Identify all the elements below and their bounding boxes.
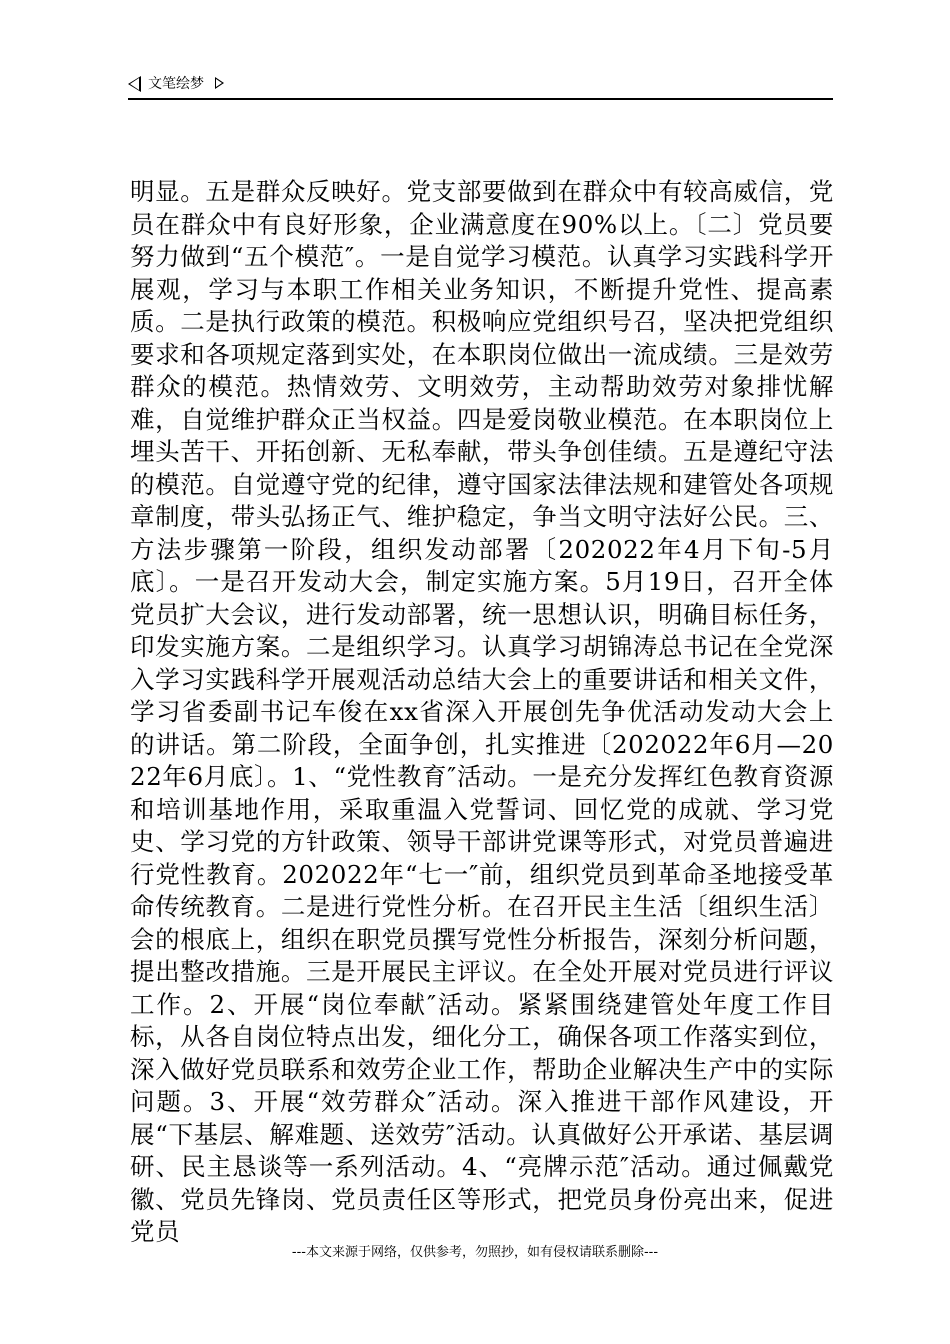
footer-disclaimer: ---本文来源于网络，仅供参考，勿照抄，如有侵权请联系删除--- <box>291 1245 659 1260</box>
body-paragraph: 明显。五是群众反映好。党支部要做到在群众中有较高威信，党员在群众中有良好形象，企业满意度在90%以上。〔二〕党员要努力做到“五个模范″。一是自觉学习模范。认真学习实践科学开展观，学习与本职工作相关业务知识，不断提升党性、提高素质。二是执行政策的模范。积极响应党组织号召，坚决把党组织要求和各项规定落到实处，在本职岗位做出一流成绩。三是效劳群众的模范。热情效劳、文明效劳，主动帮助效劳对象排忧解难，自觉维护群众正当权益。四是爱岗敬业模范。在本职岗位上埋头苦干、开拓创新、无私奉献，带头争创佳绩。五是遵纪守法的模范。自觉遵守党的纪律，遵守国家法律法规和建管处各项规章制度，带头弘扬正气、维护稳定，争当文明守法好公民。三、方法步骤第一阶段，组织发动部署〔202022年4月下旬-5月底〕。一是召开发动大会，制定实施方案。5月19日，召开全体党员扩大会议，进行发动部署，统一思想认识，明确目标任务，印发实施方案。二是组织学习。认真学习胡锦涛总书记在全党深入学习实践科学开展观活动总结大会上的重要讲话和相关文件，学习省委副书记车俊在xx省深入开展创先争优活动发动大会上的讲话。第二阶段，全面争创，扎实推进〔202022年6月—2022年6月底〕。1、“党性教育″活动。一是充分发挥红色教育资源和培训基地作用，采取重温入党誓词、回忆党的成就、学习党史、学习党的方针政策、领导干部讲党课等形式，对党员普遍进行党性教育。202022年“七一″前，组织党员到革命圣地接受革命传统教育。二是进行党性分析。在召开民主生活〔组织生活〕会的根底上，组织在职党员撰写党性分析报告，深刻分析问题，提出整改措施。三是开展民主评议。在全处开展对党员进行评议工作。2、开展“岗位奉献″活动。紧紧围绕建管处年度工作目标，从各自岗位特点出发，细化分工，确保各项工作落实到位，深入做好党员联系和效劳企业工作，帮助企业解决生产中的实际问题。3、开展“效劳群众″活动。深入推进干部作风建设，开展“下基层、解难题、送效劳″活动。认真做好公开承诺、基层调研、民主恳谈等一系列活动。4、“亮牌示范″活动。通过佩戴党徽、党员先锋岗、党员责任区等形式，把党员身份亮出来，促进党员 <box>130 177 834 1246</box>
triangle-right-outline-icon <box>215 77 224 89</box>
header-title: 文笔绘梦 <box>148 76 204 92</box>
triangle-left-outline-icon <box>128 76 141 92</box>
page-header <box>128 74 833 100</box>
